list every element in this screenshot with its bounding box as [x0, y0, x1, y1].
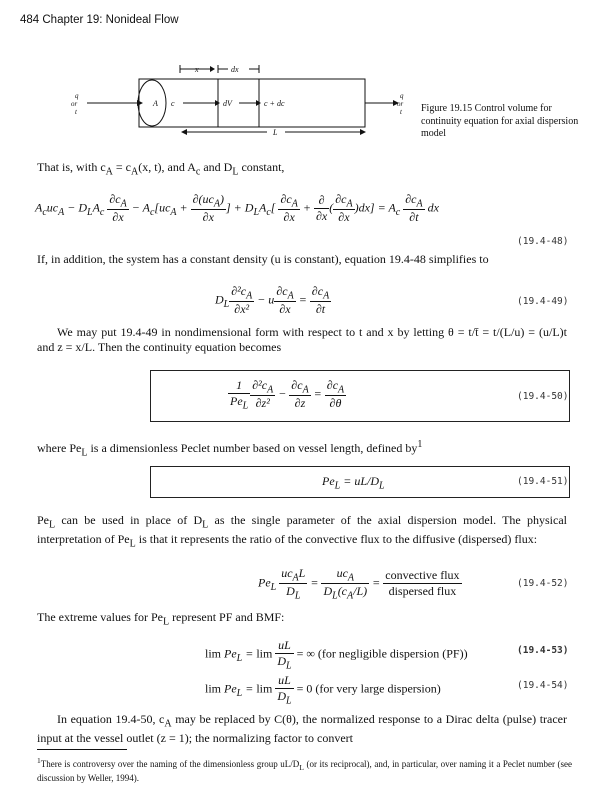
page-header: 484 Chapter 19: Nonideal Flow — [20, 14, 179, 26]
para-3: We may put 19.4-49 in nondimensional form with respect to t and x by letting θ = t/t̄ = t/(L/u) = (u/L)t and z = x/L. Then the continuity equation becomes — [37, 325, 567, 354]
footnote: $^1$There is controversy over the naming of the dimensionless group $uL/D_L$ (or its reciprocal), and, in particular, over naming it a Peclet number (see discussion by Weller, 1994). — [37, 756, 572, 783]
equation-51: $Pe_L = uL/D_L$ — [322, 474, 385, 492]
para-2: If, in addition, the system has a constant density (u is constant), equation 19.4-48 simplifies to — [37, 252, 489, 266]
equation-52-number: (19.4-52) — [517, 578, 569, 589]
fig-label-cA-plus: c + dc — [264, 99, 285, 108]
dispersed-flux-label: dispersed flux — [388, 584, 457, 599]
para-6: The extreme values for $Pe_L$ represent PF and BMF: — [37, 610, 285, 628]
arrowhead — [360, 129, 366, 135]
convective-flux-label: convective flux — [385, 568, 460, 583]
equation-52: $Pe_L$ $\frac{uc_AL}{D_L}$ = $\frac{uc_A}{D_L(c_A/L)}$ = $\frac{\text{convective flux}}{\text{dispersed flux}}$ — [258, 566, 460, 602]
fig-label-x: x — [195, 65, 199, 74]
para-5: $Pe_L$ can be used in place of $D_L$ as the single parameter of the axial dispersion model. The physical interpretation of $Pe_L$ is that it represents the ratio of the convective flux to the diffusive (dispersed) flux: — [37, 513, 567, 550]
para-4: where $Pe_L$ is a dimensionless Peclet number based on vessel length, defined $by^1$ — [37, 439, 423, 459]
figure-caption: Figure 19.15 Control volume for continuity equation for axial dispersion model — [421, 103, 579, 139]
fig-label-dV: dV — [223, 99, 232, 108]
equation-49-number: (19.4-49) — [517, 296, 569, 307]
fig-label-q-right: q — [400, 92, 404, 100]
equation-54: $\lim Pe_L = \lim$ $\frac{uL}{D_L}$ = 0 (for very large dispersion) — [205, 673, 441, 707]
para-1: That is, with $c_A = c_A(x$, t), and $A_c$ and $D_L$ constant, — [37, 160, 285, 178]
fig-label-or-left: or — [71, 100, 78, 108]
equation-48: $A_cuc_A - D_LA_c$ $\frac{\partial c_A}{\partial x}$ − $A_c[uc_A$ + $\frac{\partial(uc_A)}{\partial x}$ ] + $D_LA_c$[ $\frac{\partial c_A}{\partial x}$ + $\frac{\partial}{\partial x}$ ( $\frac{\partial c_A}{\partial x}$ )$dx] = A_c$ $\frac{\partial c_A}{\partial t}$ dx — [35, 192, 439, 225]
equation-48-number: (19.4-48) — [517, 236, 569, 247]
equation-50-number: (19.4-50) — [517, 391, 569, 402]
equation-49: $D_L$ $\frac{\partial^2c_A}{\text{∂x²}}$ − u $\frac{\partial c_A}{\partial x}$ = $\frac{\partial c_A}{\partial t}$ — [215, 284, 330, 317]
equation-50: $\frac{1}{Pe_L}$ $\frac{\partial^2c_A}{\text{∂z²}}$ − $\frac{\partial c_A}{\partial z}$ = $\frac{\partial c_A}{\partial\theta}$ — [230, 378, 345, 412]
arrowhead — [181, 129, 187, 135]
para-7: In equation 19.4-50, $c_A$ may be replaced by C(θ), the normalized response to a Dirac delta (pulse) tracer input at the vessel outlet (z = 1); the normalizing factor to convert — [37, 712, 568, 746]
fig-label-L: L — [273, 128, 278, 137]
control-volume-figure — [55, 58, 415, 148]
equation-53: $\lim Pe_L = \lim$ $\frac{uL}{D_L}$ = ∞ (for negligible dispersion (PF)) — [205, 638, 468, 672]
fig-label-q-left: q — [75, 92, 79, 100]
fig-label-Ac: A — [153, 99, 158, 108]
equation-50-box — [150, 370, 570, 422]
fig-label-t-right: t — [400, 108, 402, 116]
equation-51-number: (19.4-51) — [517, 476, 569, 487]
fig-label-dx: dx — [231, 65, 239, 74]
equation-53-number: (19.4-53) — [517, 645, 569, 656]
footnote-rule — [37, 749, 127, 750]
fig-label-cA: c — [171, 99, 175, 108]
arrowhead — [210, 66, 215, 72]
fig-label-or-right: or — [397, 100, 404, 108]
arrowhead — [137, 100, 143, 106]
fig-label-t-left: t — [75, 108, 77, 116]
equation-54-number: (19.4-54) — [517, 680, 569, 691]
